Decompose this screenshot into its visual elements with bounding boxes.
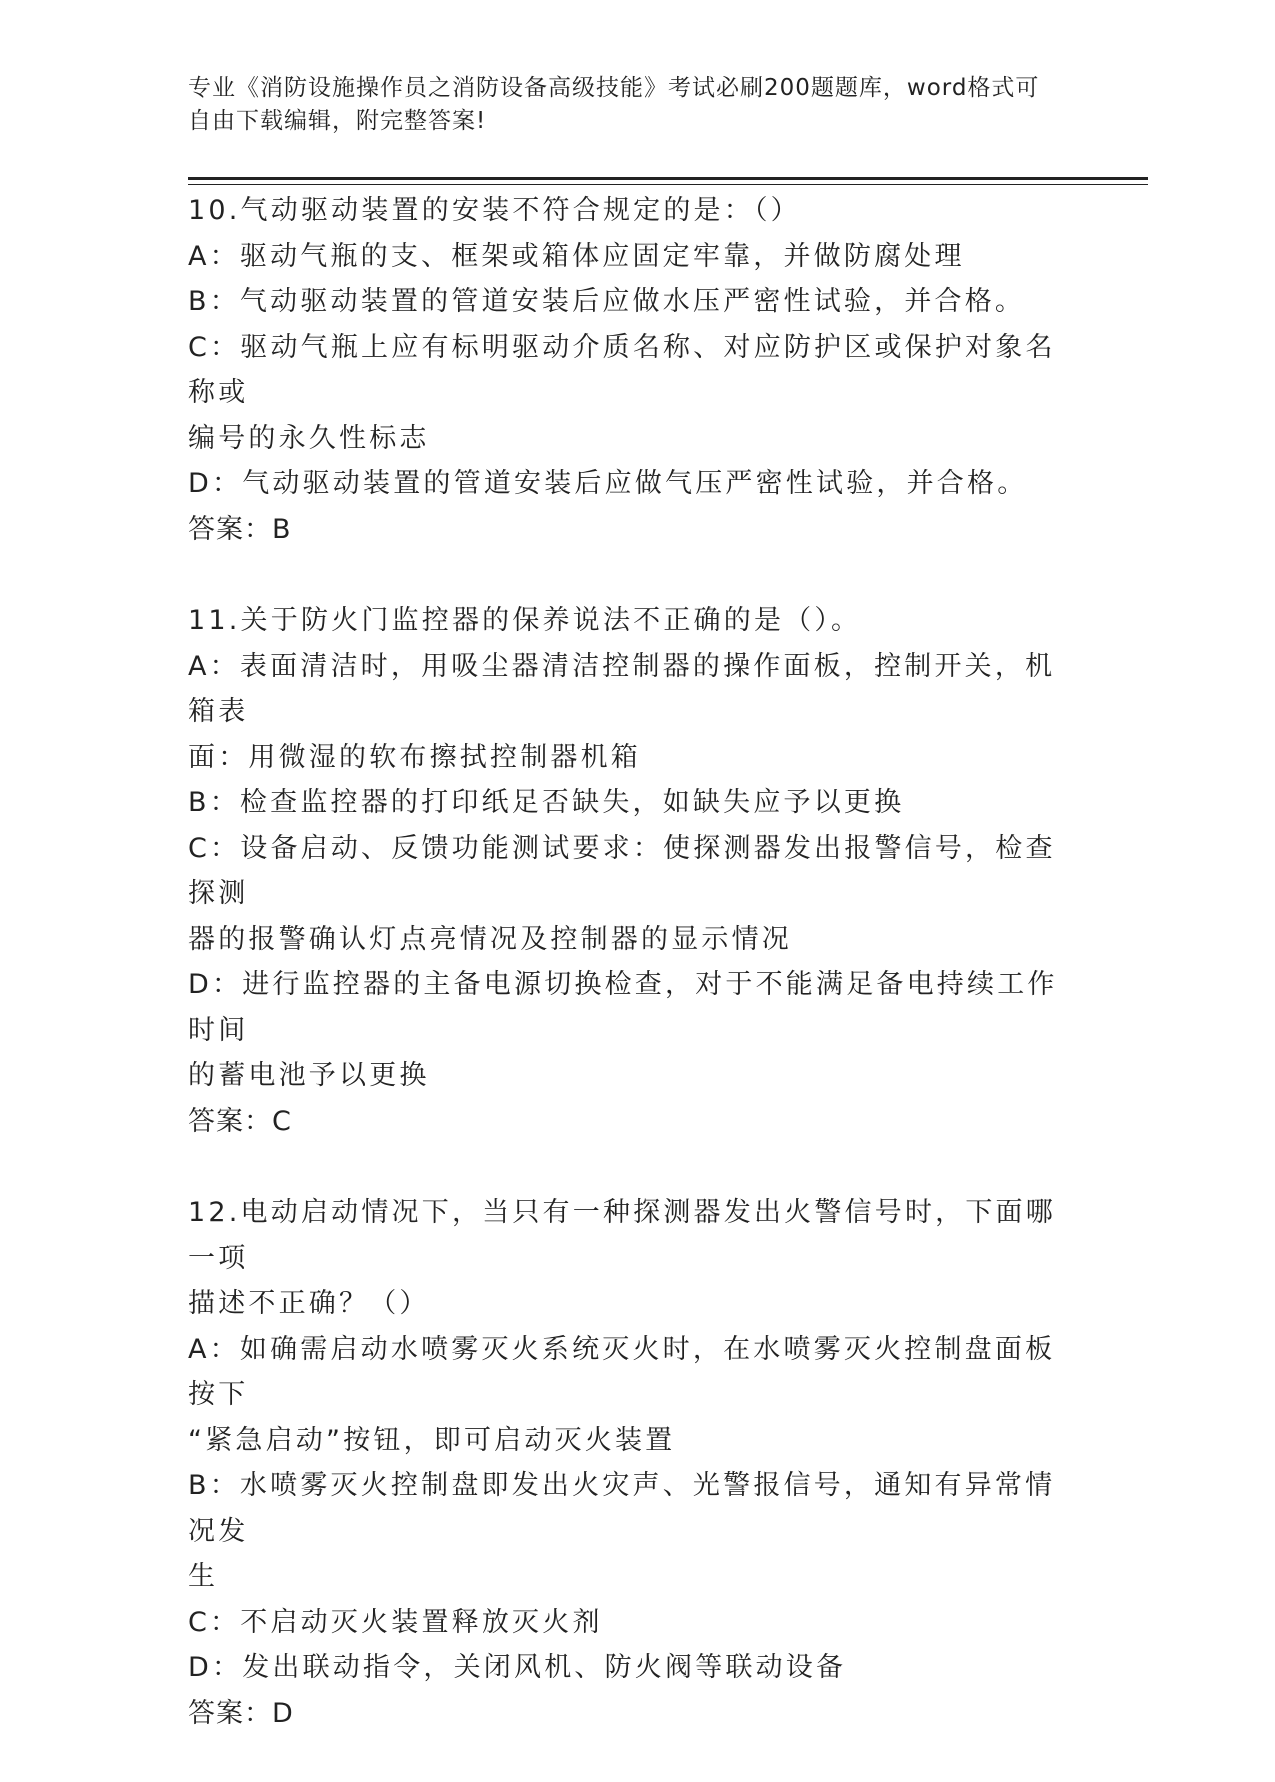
option-text-continued: 面：用微湿的软布擦拭控制器机箱	[188, 741, 641, 773]
question-stem: 12.电动启动情况下，当只有一种探测器发出火警信号时，下面哪一项	[188, 1197, 1056, 1274]
option-text: A：表面清洁时，用吸尘器清洁控制器的操作面板，控制开关，机箱表	[188, 650, 1056, 727]
option-c	[188, 1600, 1068, 1646]
option-text-continued: 器的报警确认灯点亮情况及控制器的显示情况	[188, 923, 792, 955]
question-list	[188, 188, 1068, 1782]
option-b	[188, 1463, 1068, 1600]
option-text: A：驱动气瓶的支、框架或箱体应固定牢靠，并做防腐处理	[188, 240, 965, 272]
question-stem: 10.气动驱动装置的安装不符合规定的是：（）	[188, 195, 801, 226]
option-b	[188, 279, 1068, 325]
option-text: D：气动驱动装置的管道安装后应做气压严密性试验，并合格。	[188, 468, 1028, 499]
option-a	[188, 1327, 1068, 1464]
question-12	[188, 1190, 1068, 1736]
option-text: D：进行监控器的主备电源切换检查，对于不能满足备电持续工作时间	[188, 969, 1058, 1046]
option-b	[188, 780, 1068, 826]
option-text: B：检查监控器的打印纸足否缺失，如缺失应予以更换	[188, 787, 905, 818]
option-text: C：不启动灭火装置释放灭火剂	[188, 1606, 603, 1638]
document-header	[188, 72, 1088, 138]
header-line-1: 专业《消防设施操作员之消防设备高级技能》考试必刷200题题库，word格式可	[188, 75, 1040, 101]
option-text-continued: 的蓄电池予以更换	[188, 1060, 430, 1091]
option-text: C：设备启动、反馈功能测试要求：使探测器发出报警信号，检查探测	[188, 832, 1056, 909]
option-text: B：气动驱动装置的管道安装后应做水压严密性试验，并合格。	[188, 286, 1026, 317]
option-text: B：水喷雾灭火控制盘即发出火灾声、光警报信号，通知有异常情况发	[188, 1470, 1056, 1547]
option-text: A：如确需启动水喷雾灭火系统灭火时，在水喷雾灭火控制盘面板按下	[188, 1333, 1056, 1410]
question-10	[188, 188, 1068, 552]
answer-label: 答案：B	[188, 513, 292, 545]
option-a	[188, 234, 1068, 280]
option-d	[188, 1645, 1068, 1691]
option-text-continued: “紧急启动”按钮，即可启动灭火装置	[188, 1424, 676, 1456]
answer-label: 答案：D	[188, 1697, 294, 1729]
option-text: D：发出联动指令，关闭风机、防火阀等联动设备	[188, 1652, 847, 1683]
option-a	[188, 644, 1068, 781]
option-text: C：驱动气瓶上应有标明驱动介质名称、对应防护区或保护对象名称或	[188, 331, 1056, 408]
answer-label: 答案：C	[188, 1105, 292, 1137]
option-text-continued: 编号的永久性标志	[188, 422, 430, 454]
question-stem-continued: 描述不正确？（）	[188, 1288, 430, 1319]
header-divider-thin	[188, 184, 1148, 185]
header-divider-thick	[188, 177, 1148, 180]
question-stem: 11.关于防火门监控器的保养说法不正确的是（）。	[188, 605, 862, 636]
option-text-continued: 生	[188, 1561, 219, 1592]
option-d	[188, 461, 1068, 507]
header-line-2: 自由下载编辑，附完整答案!	[188, 108, 487, 134]
question-11	[188, 598, 1068, 1144]
option-c	[188, 325, 1068, 462]
option-d	[188, 962, 1068, 1099]
option-c	[188, 826, 1068, 963]
